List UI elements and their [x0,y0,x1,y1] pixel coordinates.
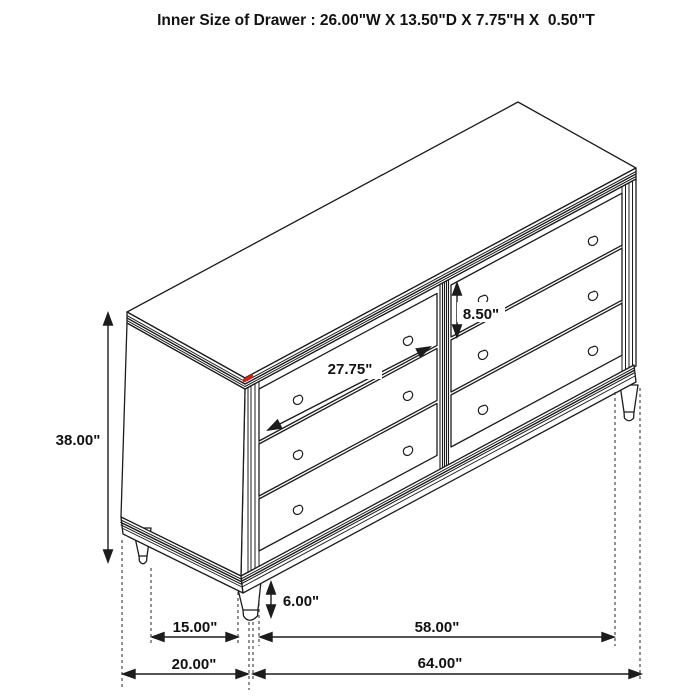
label-overall-width: 64.00" [417,655,463,672]
knob-icon [588,291,597,300]
knob-icon [293,450,302,459]
label-front-leg-spacing: 58.00" [414,619,460,636]
label-leg-height: 6.00" [282,593,320,610]
knob-icon [478,350,487,359]
knob-icon [293,505,302,514]
label-overall-height: 38.00" [55,432,101,449]
label-drawer-width: 27.75" [327,361,373,378]
label-overall-depth: 20.00" [171,656,217,673]
knob-icon [293,395,302,404]
knob-icon [478,405,487,414]
dimension-leg-height [267,582,276,617]
leg-front-right [620,385,638,421]
knob-icon [588,346,597,355]
label-drawer-height: 8.50" [462,306,500,323]
knob-icon [403,336,412,345]
diagram-title: Inner Size of Drawer : 26.00"W X 13.50"D X 7.75"H X 0.50"T [157,12,595,29]
dimension-overall-height [104,313,113,562]
label-side-leg-spacing: 15.00" [172,619,218,636]
knob-icon [588,236,597,245]
knob-icon [403,391,412,400]
knob-icon [403,446,412,455]
